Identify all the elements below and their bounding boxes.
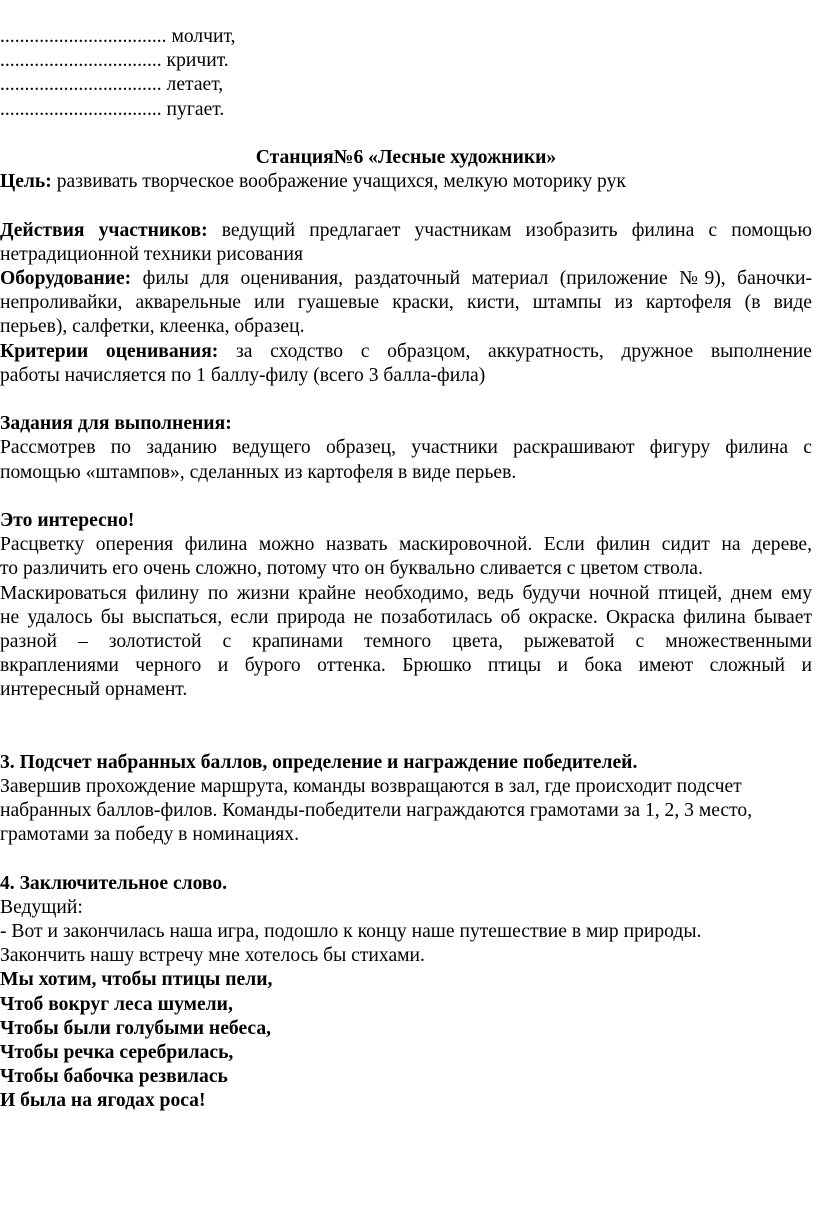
section3-line: грамотами за победу в номинациях. [0,824,299,846]
poem-line: Чтобы бабочка резвилась [0,1066,228,1088]
section3-heading: 3. Подсчет набранных баллов, определение и награждение победителей. [0,751,638,773]
equipment-label: Оборудование: [0,268,132,289]
document-content [0,25,812,1114]
equipment-line [0,267,812,291]
actions-line: нетрадиционной техники рисования [0,243,303,265]
equipment-line: перьев), салфетки, клеенка, образец. [0,316,305,338]
poem-line: И была на ягодах роса! [0,1090,206,1112]
interesting-line: вкраплениями черного и бурого оттенка. Брюшко птицы и бока имеют сложный и [0,655,812,677]
blank-line: ................................. кричит. [0,50,229,72]
section3-line: набранных баллов-филов. Команды-победители награждаются грамотами за 1, 2, 3 место, [0,800,753,822]
actions-line [0,219,812,243]
goal-text: развивать творческое воображение учащихся, мелкую моторику рук [51,171,626,193]
poem-line: Чтоб вокруг леса шумели, [0,993,233,1015]
section3-line: Завершив прохождение маршрута, команды возвращаются в зал, где происходит подсчет [0,775,742,797]
goal-line [0,170,812,194]
station-title: Станция№6 «Лесные художники» [255,147,557,168]
blank-line: ................................. летает, [0,74,224,96]
poem-line: Мы хотим, чтобы птицы пели, [0,969,273,991]
poem-line: Чтобы были голубыми небеса, [0,1017,272,1039]
interesting-line: Расцветку оперения филина можно назвать маскировочной. Если филин сидит на дереве, [0,534,812,556]
blank-line: ................................. пугает. [0,98,225,120]
tasks-line: помощью «штампов», сделанных из картофеля в виде перьев. [0,461,517,483]
section4-heading: 4. Заключительное слово. [0,872,228,894]
interesting-line: не удалось бы выспаться, если природа не позаботилась об окраске. Окраска филина бывает [0,606,812,628]
equipment-line: непроливайки, акварельные или гуашевые краски, кисти, штампы из картофеля (в виде [0,292,812,314]
interesting-line: то различить его очень сложно, потому что он буквально сливается с цветом ствола. [0,558,703,580]
criteria-line: работы начисляется по 1 баллу-филу (всего 3 балла-фила) [0,364,486,386]
tasks-heading: Задания для выполнения: [0,413,232,435]
equipment-text: филы для оценивания, раздаточный материал (приложение №9), баночки- [131,268,812,289]
tasks-line: Рассмотрев по заданию ведущего образец, участники раскрашивают фигуру филина с [0,437,812,459]
criteria-line [0,340,812,364]
actions-label: Действия участников: [0,219,208,241]
speaker-label: Ведущий: [0,896,83,918]
interesting-line: Маскироваться филину по жизни крайне необходимо, ведь будучи ночной птицей, днем ему [0,582,812,604]
goal-label: Цель: [0,171,52,193]
actions-text: ведущий предлагает участникам изобразить филина с помощью [207,219,813,241]
poem-line: Чтобы речка серебрилась, [0,1042,234,1064]
interesting-line: разной – золотистой с крапинами темного цвета, рыжеватой с множественными [0,631,812,653]
criteria-text: за сходство с образцом, аккуратность, дружное выполнение [218,340,812,362]
section4-line: - Вот и закончилась наша игра, подошло к концу наше путешествие в мир природы. [0,921,702,943]
interesting-heading: Это интересно! [0,510,135,531]
criteria-label: Критерии оценивания: [0,340,219,362]
section4-line: Закончить нашу встречу мне хотелось бы стихами. [0,945,425,967]
interesting-line: интересный орнамент. [0,679,188,701]
blank-line: .................................. молчит, [0,26,236,47]
